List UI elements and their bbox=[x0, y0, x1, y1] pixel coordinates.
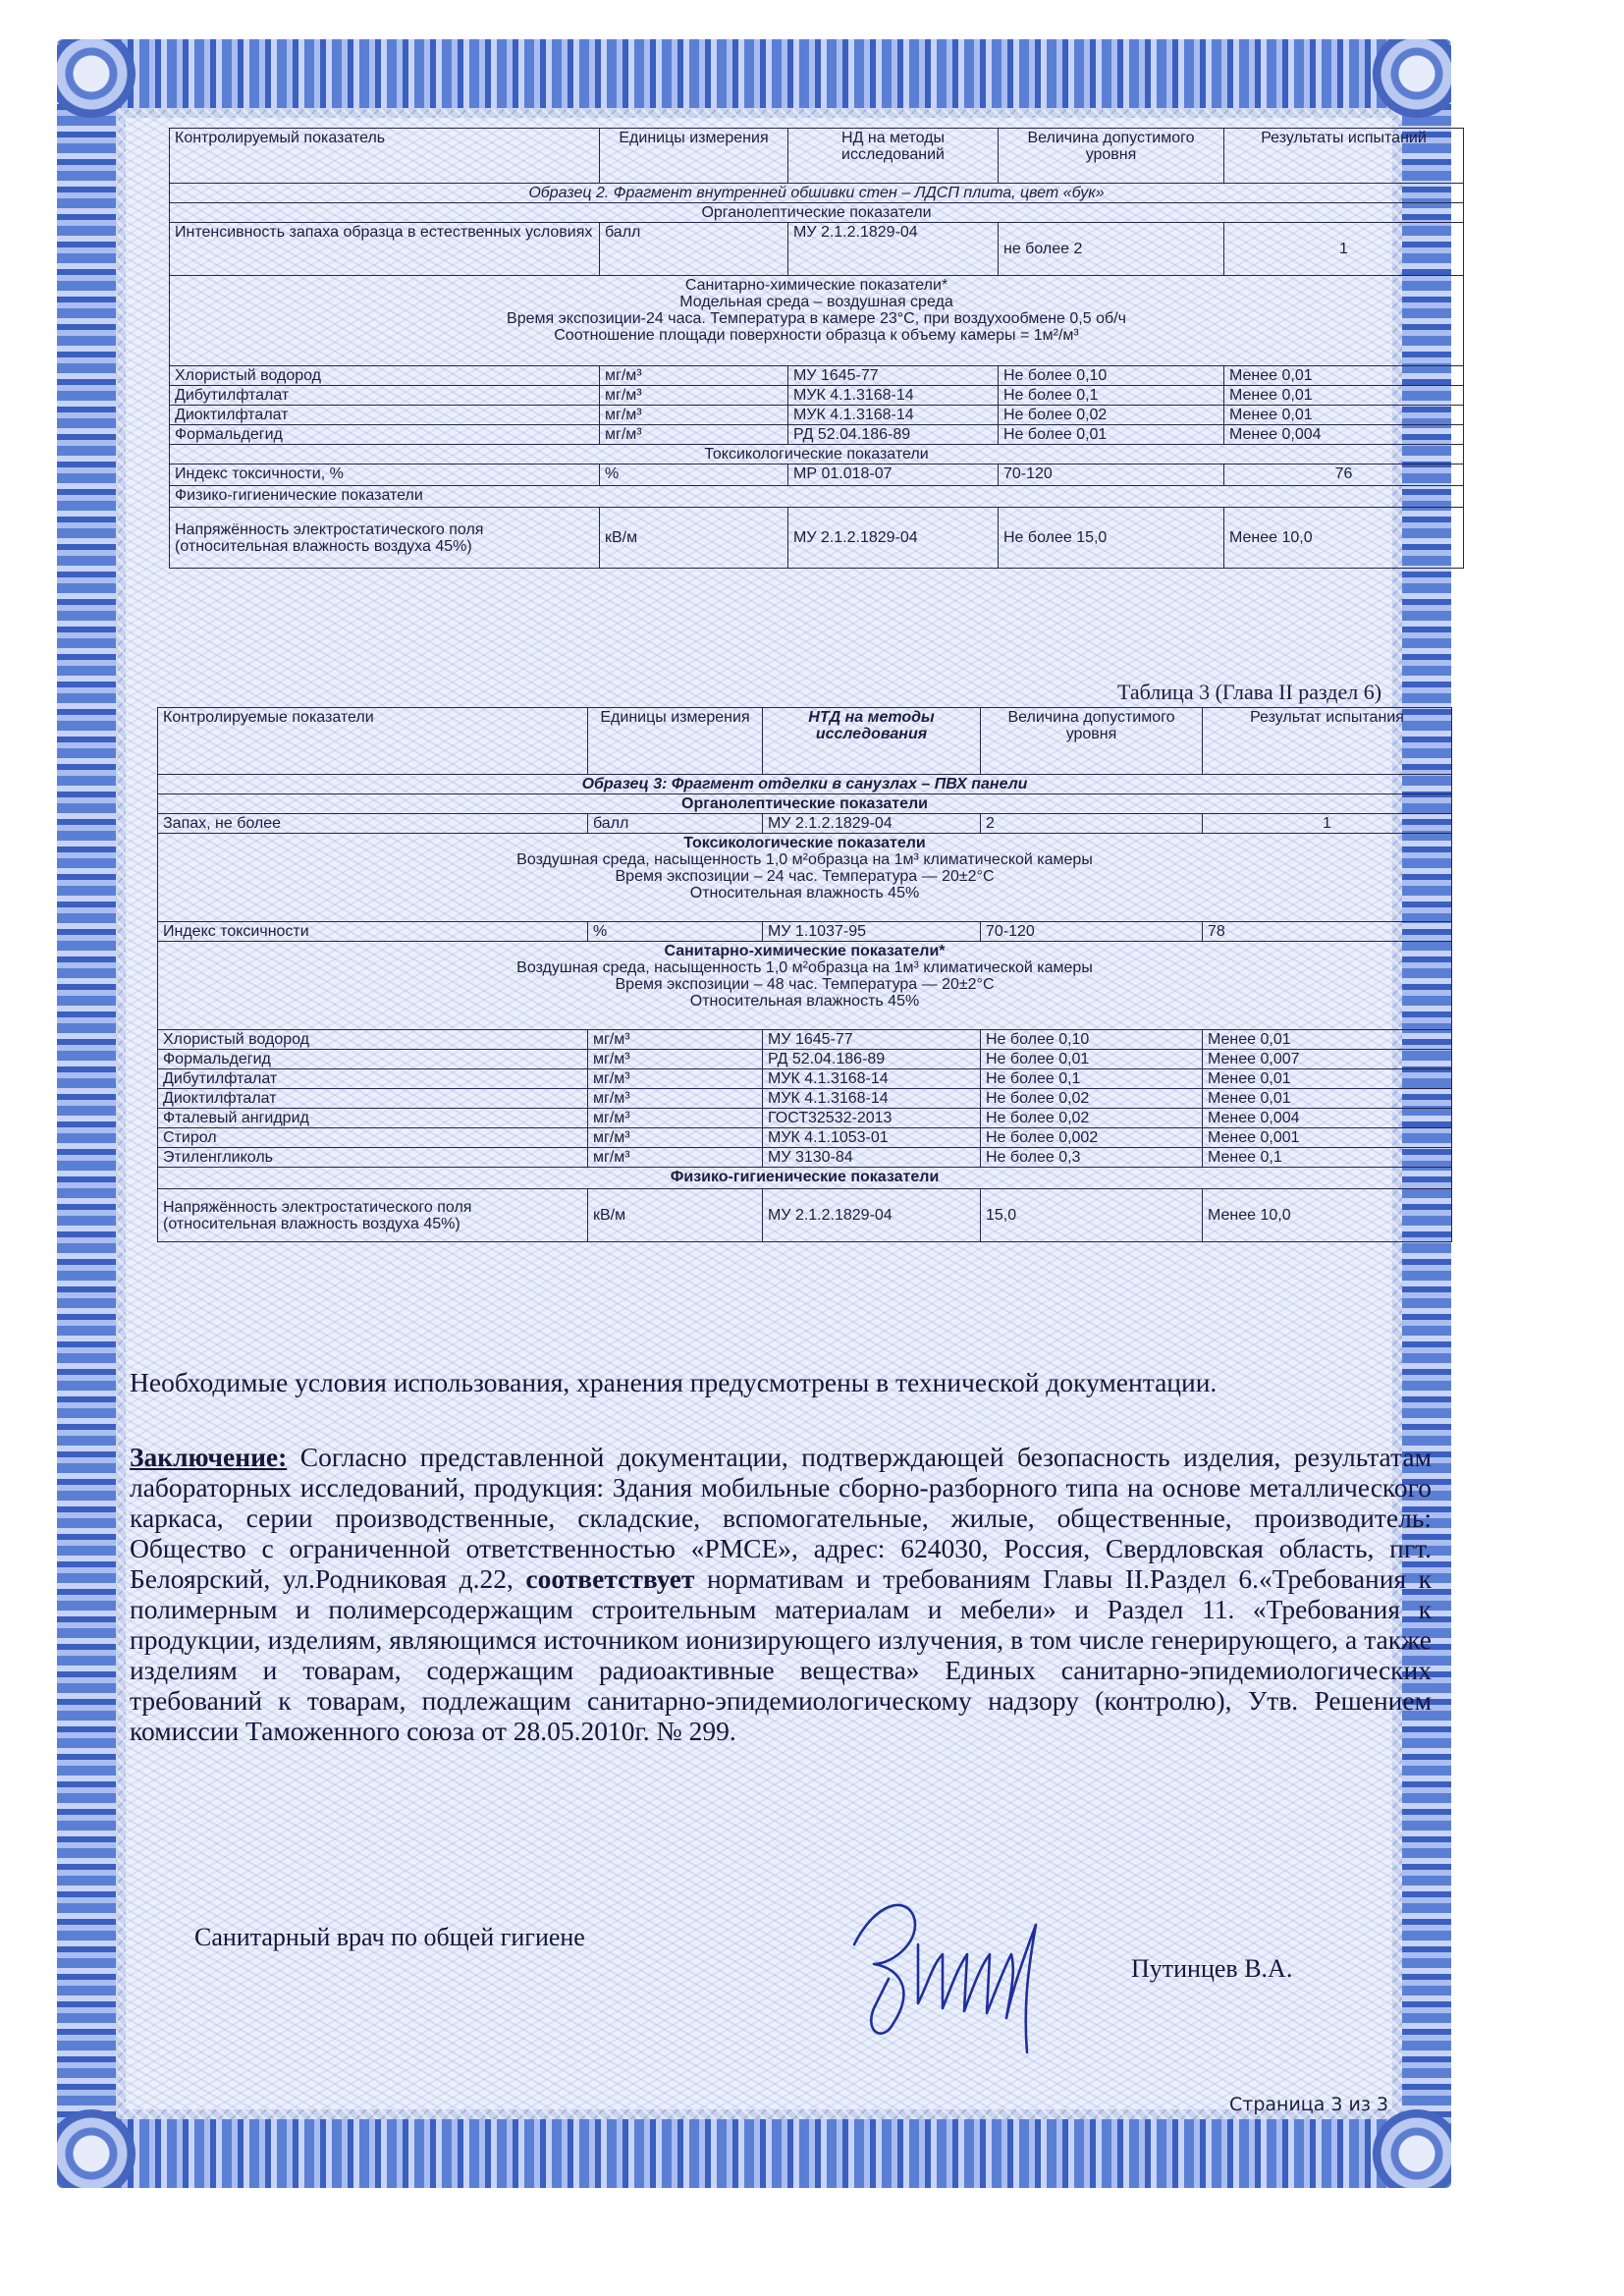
condition-line: Воздушная среда, насыщенность 1,0 м²образца на 1м³ климатической камеры bbox=[516, 851, 1093, 868]
section-title: Санитарно-химические показатели* bbox=[664, 943, 946, 959]
cell-unit: мг/м³ bbox=[588, 1050, 763, 1069]
conclusion-text-1: Согласно представленной документации, подтверждающей безопасность изделия, результатам лабораторных исследований, продукция: Здания мобильные сборно-разборного типа на основе металлического каркаса, серии производственные, складские, вспомогательные, жилые, общественные, производитель: Общество с ограниченной ответственностью «РМСЕ», адрес: 624030, Россия, Свердловская область, пгт. Белоярский, ул.Родниковая д.22, bbox=[130, 1442, 1433, 1594]
cell-method: МР 01.018-07 bbox=[788, 465, 999, 486]
header-method: НТД на методы исследования bbox=[763, 708, 981, 775]
cell-limit: Не более 0,01 bbox=[981, 1050, 1203, 1069]
cell-unit: мг/м³ bbox=[588, 1128, 763, 1148]
cell-limit: Не более 0,02 bbox=[999, 406, 1224, 425]
cell-unit: % bbox=[588, 922, 763, 942]
table-row bbox=[158, 1069, 1452, 1089]
cell-unit: мг/м³ bbox=[600, 406, 788, 425]
cell-unit: балл bbox=[588, 814, 763, 834]
header-limit: Величина допустимого уровня bbox=[981, 708, 1203, 775]
page-number: Страница 3 из 3 bbox=[1229, 2094, 1389, 2115]
top-guilloche-border bbox=[57, 39, 1451, 108]
section-toxicology bbox=[158, 834, 1452, 922]
signatory-name: Путинцев В.А. bbox=[1131, 1954, 1293, 1983]
section-sanchem bbox=[158, 942, 1452, 1030]
cell-result: Менее 0,01 bbox=[1224, 366, 1464, 386]
cell-indicator: Диоктилфталат bbox=[170, 406, 600, 425]
table-row bbox=[170, 465, 1464, 486]
cell-indicator: Индекс токсичности, % bbox=[170, 465, 600, 486]
table-row bbox=[170, 366, 1464, 386]
cell-result: Менее 0,1 bbox=[1203, 1148, 1452, 1168]
cell-result: 76 bbox=[1224, 465, 1464, 486]
table-row bbox=[170, 386, 1464, 406]
header-result: Результаты испытаний bbox=[1224, 129, 1464, 184]
section-physical: Физико-гигиенические показатели bbox=[158, 1168, 1452, 1189]
conditions-text: Необходимые условия использования, хранения предусмотрены в технической документации. bbox=[130, 1367, 1218, 1397]
bottom-guilloche-border bbox=[57, 2119, 1451, 2188]
cell-indicator: Напряжённость электростатического поля (относительная влажность воздуха 45%) bbox=[158, 1189, 588, 1242]
cell-method: МУК 4.1.3168-14 bbox=[763, 1089, 981, 1109]
results-table-sample-2 bbox=[169, 128, 1464, 569]
cell-method: МУ 2.1.2.1829-04 bbox=[788, 223, 999, 276]
cell-limit: Не более 0,02 bbox=[981, 1089, 1203, 1109]
cell-result: Менее 0,01 bbox=[1224, 406, 1464, 425]
cell-method: МУ 2.1.2.1829-04 bbox=[763, 814, 981, 834]
table-row bbox=[158, 1148, 1452, 1168]
condition-line: Соотношение площади поверхности образца к объему камеры = 1м²/м³ bbox=[554, 327, 1079, 344]
section-organoleptic: Органолептические показатели bbox=[158, 794, 1452, 814]
cell-indicator: Фталевый ангидрид bbox=[158, 1109, 588, 1128]
section-sanchem bbox=[170, 276, 1464, 366]
cell-unit: балл bbox=[600, 223, 788, 276]
cell-unit: мг/м³ bbox=[600, 366, 788, 386]
cell-limit: 70-120 bbox=[981, 922, 1203, 942]
cell-unit: мг/м³ bbox=[588, 1030, 763, 1050]
cell-limit: Не более 0,01 bbox=[999, 425, 1224, 445]
section-title: Санитарно-химические показатели* bbox=[684, 277, 948, 294]
condition-line: Время экспозиции – 48 час. Температура — 20±2°С bbox=[615, 976, 995, 993]
cell-indicator: Индекс токсичности bbox=[158, 922, 588, 942]
cell-indicator: Дибутилфталат bbox=[170, 386, 600, 406]
conclusion bbox=[130, 1442, 1432, 1746]
cell-indicator: Напряжённость электростатического поля (относительная влажность воздуха 45%) bbox=[170, 508, 600, 569]
condition-line: Время экспозиции – 24 час. Температура — 20±2°С bbox=[615, 868, 995, 885]
usage-conditions bbox=[130, 1367, 1432, 1397]
sample-title: Образец 2. Фрагмент внутренней обшивки стен – ЛДСП плита, цвет «бук» bbox=[170, 184, 1464, 203]
cell-indicator: Формальдегид bbox=[158, 1050, 588, 1069]
cell-result: Менее 0,004 bbox=[1203, 1109, 1452, 1128]
header-units: Единицы измерения bbox=[588, 708, 763, 775]
table-row bbox=[158, 1030, 1452, 1050]
section-title: Токсикологические показатели bbox=[683, 835, 926, 851]
cell-result: 1 bbox=[1224, 223, 1464, 276]
condition-line: Воздушная среда, насыщенность 1,0 м²образца на 1м³ климатической камеры bbox=[516, 959, 1093, 976]
cell-method: РД 52.04.186-89 bbox=[763, 1050, 981, 1069]
sample-title: Образец 3: Фрагмент отделки в санузлах – ПВХ панели bbox=[158, 775, 1452, 794]
section-physical: Физико-гигиенические показатели bbox=[170, 486, 1464, 508]
section-organoleptic: Органолептические показатели bbox=[170, 203, 1464, 223]
cell-limit: Не более 0,10 bbox=[999, 366, 1224, 386]
header-result: Результат испытания bbox=[1203, 708, 1452, 775]
cell-indicator: Формальдегид bbox=[170, 425, 600, 445]
cell-limit: Не более 0,10 bbox=[981, 1030, 1203, 1050]
left-guilloche-border bbox=[57, 39, 116, 2188]
cell-limit: 70-120 bbox=[999, 465, 1224, 486]
cell-limit: Не более 0,1 bbox=[999, 386, 1224, 406]
cell-result: 78 bbox=[1203, 922, 1452, 942]
table-caption: Таблица 3 (Глава II раздел 6) bbox=[1117, 680, 1382, 704]
cell-limit: 15,0 bbox=[981, 1189, 1203, 1242]
cell-limit: Не более 0,002 bbox=[981, 1128, 1203, 1148]
cell-indicator: Дибутилфталат bbox=[158, 1069, 588, 1089]
cell-method: МУ 2.1.2.1829-04 bbox=[788, 508, 999, 569]
cell-limit: Не более 0,02 bbox=[981, 1109, 1203, 1128]
cell-method: МУК 4.1.3168-14 bbox=[788, 406, 999, 425]
cell-result: Менее 0,007 bbox=[1203, 1050, 1452, 1069]
header-units: Единицы измерения bbox=[600, 129, 788, 184]
conclusion-text-2: нормативам и требованиям Главы II.Раздел 6.«Требования к полимерным и полимерсодержащим строительным материалам и мебели» и Раздел 11. «Требования к продукции, изделиям, являющимся источником ионизирующего излучения, в том числе генерирующего, а также изделиям и товарам, содержащим радиоактивные вещества» Единых санитарно-эпидемиологических требований к товарам, подлежащим санитарно-эпидемиологическому надзору (контролю), Утв. Решением комиссии Таможенного союза от 28.05.2010г. № 299. bbox=[130, 1563, 1433, 1746]
table-row bbox=[170, 425, 1464, 445]
cell-unit: мг/м³ bbox=[600, 425, 788, 445]
condition-line: Модельная среда – воздушная среда bbox=[679, 294, 953, 310]
condition-line: Относительная влажность 45% bbox=[689, 993, 920, 1010]
table-row bbox=[170, 223, 1464, 276]
cell-result: 1 bbox=[1203, 814, 1452, 834]
header-limit: Величина допустимого уровня bbox=[999, 129, 1224, 184]
cell-method: ГОСТ32532-2013 bbox=[763, 1109, 981, 1128]
table-row bbox=[158, 1089, 1452, 1109]
cell-limit: не более 2 bbox=[999, 223, 1224, 276]
cell-indicator: Стирол bbox=[158, 1128, 588, 1148]
cell-result: Менее 0,01 bbox=[1203, 1030, 1452, 1050]
conclusion-label: Заключение: bbox=[130, 1442, 288, 1472]
cell-result: Менее 0,01 bbox=[1203, 1089, 1452, 1109]
cell-unit: % bbox=[600, 465, 788, 486]
table-row bbox=[170, 508, 1464, 569]
table-row bbox=[158, 1128, 1452, 1148]
cell-result: Менее 0,01 bbox=[1203, 1069, 1452, 1089]
cell-result: Менее 0,001 bbox=[1203, 1128, 1452, 1148]
condition-line: Относительная влажность 45% bbox=[689, 885, 920, 902]
cell-limit: Не более 0,1 bbox=[981, 1069, 1203, 1089]
cell-method: МУК 4.1.3168-14 bbox=[788, 386, 999, 406]
results-table-sample-3 bbox=[157, 707, 1452, 1242]
table-row bbox=[158, 814, 1452, 834]
cell-method: МУК 4.1.3168-14 bbox=[763, 1069, 981, 1089]
cell-result: Менее 0,01 bbox=[1224, 386, 1464, 406]
cell-indicator: Интенсивность запаха образца в естественных условиях bbox=[170, 223, 600, 276]
cell-method: МУ 1645-77 bbox=[788, 366, 999, 386]
header-indicator: Контролируемый показатель bbox=[170, 129, 600, 184]
cell-indicator: Диоктилфталат bbox=[158, 1089, 588, 1109]
cell-unit: мг/м³ bbox=[600, 386, 788, 406]
section-toxicology: Токсикологические показатели bbox=[170, 445, 1464, 465]
cell-indicator: Запах, не более bbox=[158, 814, 588, 834]
cell-limit: Не более 0,3 bbox=[981, 1148, 1203, 1168]
cell-method: МУ 3130-84 bbox=[763, 1148, 981, 1168]
conclusion-verdict: соответствует bbox=[525, 1563, 695, 1594]
header-method: НД на методы исследований bbox=[788, 129, 999, 184]
cell-unit: кВ/м bbox=[588, 1189, 763, 1242]
cell-indicator: Хлористый водород bbox=[158, 1030, 588, 1050]
cell-result: Менее 10,0 bbox=[1203, 1189, 1452, 1242]
cell-method: МУ 1645-77 bbox=[763, 1030, 981, 1050]
cell-unit: кВ/м bbox=[600, 508, 788, 569]
header-indicator: Контролируемые показатели bbox=[158, 708, 588, 775]
cell-limit: 2 bbox=[981, 814, 1203, 834]
table-row bbox=[170, 406, 1464, 425]
cell-unit: мг/м³ bbox=[588, 1069, 763, 1089]
table-row bbox=[158, 1109, 1452, 1128]
signatory-role: Санитарный врач по общей гигиене bbox=[194, 1923, 585, 1951]
table-row bbox=[158, 1189, 1452, 1242]
cell-method: МУК 4.1.1053-01 bbox=[763, 1128, 981, 1148]
cell-unit: мг/м³ bbox=[588, 1148, 763, 1168]
cell-indicator: Этиленгликоль bbox=[158, 1148, 588, 1168]
condition-line: Время экспозиции-24 часа. Температура в камере 23°С, при воздухообмене 0,5 об/ч bbox=[507, 310, 1126, 327]
table-row bbox=[158, 922, 1452, 942]
cell-result: Менее 10,0 bbox=[1224, 508, 1464, 569]
cell-indicator: Хлористый водород bbox=[170, 366, 600, 386]
handwritten-signature bbox=[835, 1886, 1060, 2072]
cell-unit: мг/м³ bbox=[588, 1109, 763, 1128]
cell-method: МУ 2.1.2.1829-04 bbox=[763, 1189, 981, 1242]
cell-result: Менее 0,004 bbox=[1224, 425, 1464, 445]
table-row bbox=[158, 1050, 1452, 1069]
cell-limit: Не более 15,0 bbox=[999, 508, 1224, 569]
cell-method: РД 52.04.186-89 bbox=[788, 425, 999, 445]
cell-method: МУ 1.1037-95 bbox=[763, 922, 981, 942]
cell-unit: мг/м³ bbox=[588, 1089, 763, 1109]
